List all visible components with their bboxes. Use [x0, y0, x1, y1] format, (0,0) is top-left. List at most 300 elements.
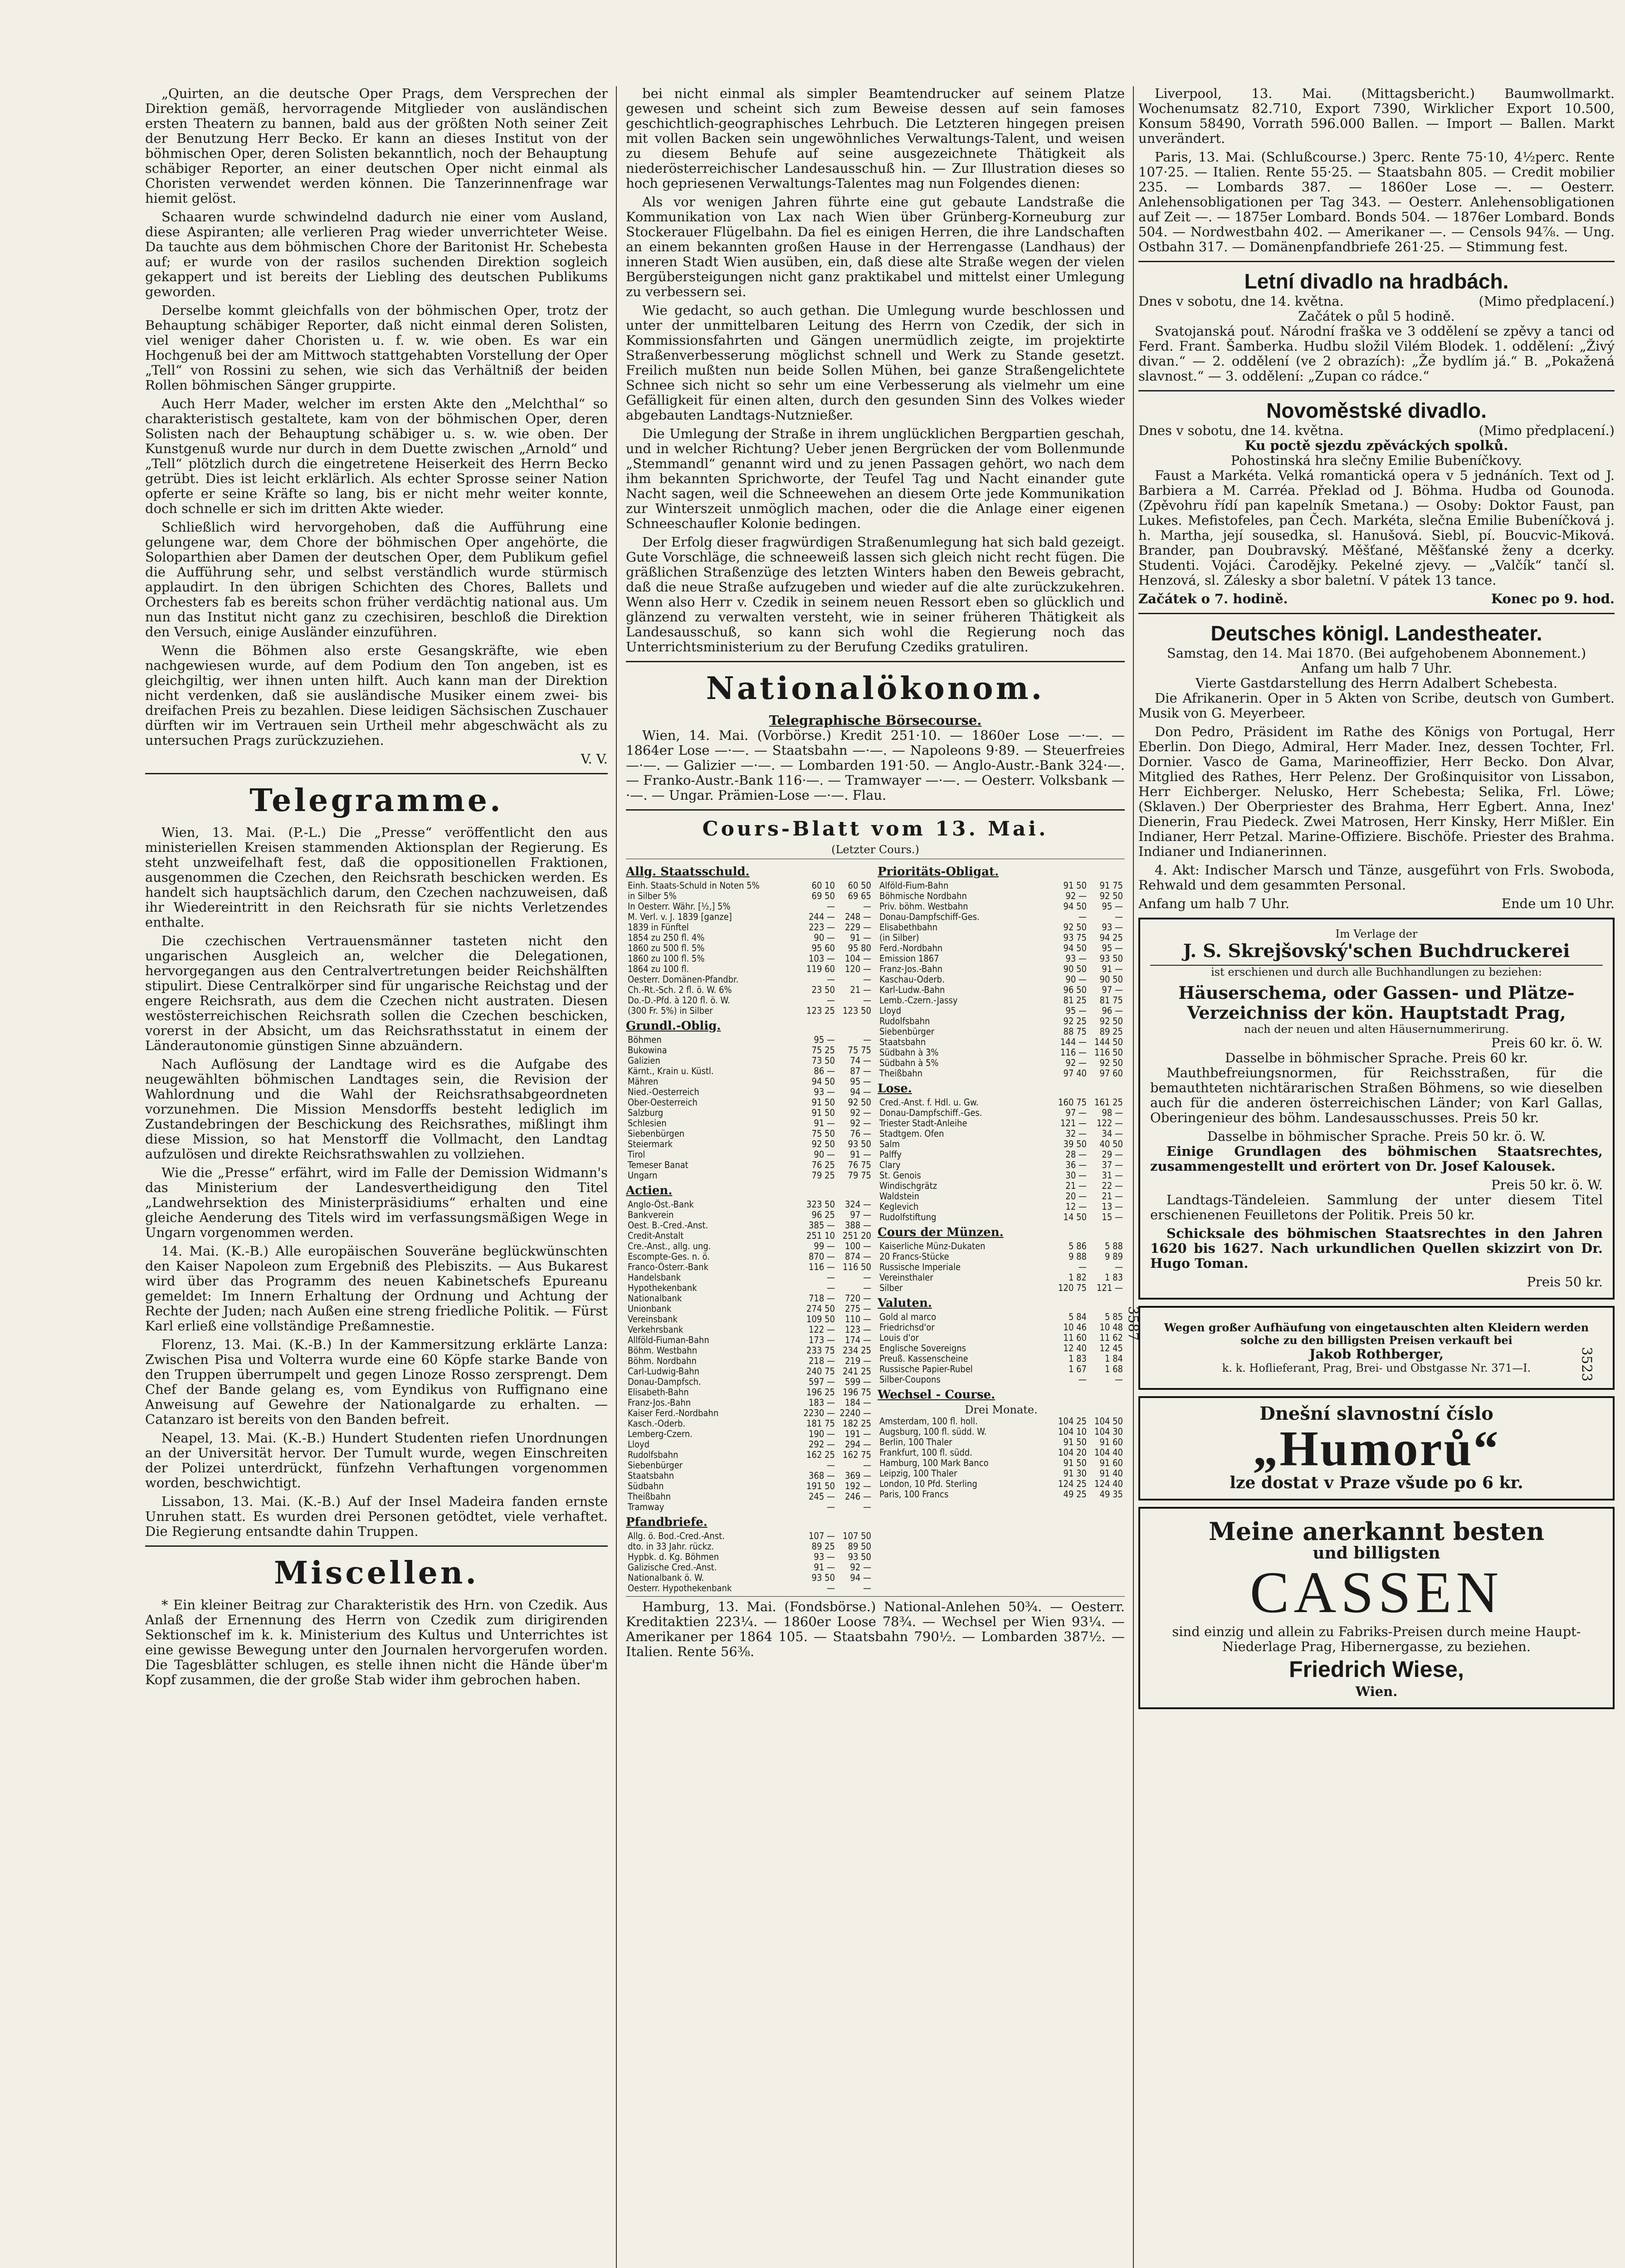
kurs-tables: [626, 862, 1125, 1593]
kurs-label: Do.-D.-Pfd. à 120 fl. ö. W.: [628, 995, 730, 1006]
kurs-geld: 93 —: [814, 1552, 835, 1562]
kurs-geld: 73 50: [811, 1056, 835, 1066]
kurs-ware: 21 —: [1102, 1191, 1123, 1202]
theatre-dance: 4. Akt: Indischer Marsch und Tänze, ausgeführt von Frls. Swoboda, Rehwald und dem gesammten Personal.: [1138, 862, 1615, 893]
kurs-row: [626, 1272, 873, 1283]
kurs-ware: —: [863, 1460, 871, 1471]
kurs-row: [626, 1097, 873, 1108]
kurs-ware: 124 40: [1094, 1479, 1123, 1489]
kurs-label: Siebenbürgen: [628, 1129, 685, 1139]
kurs-section-heading: Allg. Staatsschuld.: [626, 865, 750, 879]
kurs-section-heading: Pfandbriefe.: [626, 1515, 708, 1529]
kurs-geld: 97 —: [1065, 1108, 1087, 1118]
kurs-ware: 720 —: [844, 1293, 871, 1304]
kurs-row: [878, 1097, 1125, 1108]
kurs-label: Clary: [879, 1160, 901, 1170]
kurs-row: [626, 1251, 873, 1262]
kurs-row: [626, 1345, 873, 1356]
kurs-row: [878, 891, 1125, 901]
kurs-label: Unionbank: [628, 1304, 672, 1314]
kurs-geld: 223 —: [808, 922, 835, 933]
kurs-row: [626, 922, 873, 933]
kurs-ware: 95 —: [1102, 901, 1123, 912]
kurs-geld: 92 25: [1063, 1016, 1087, 1026]
kurs-row: [626, 1460, 873, 1471]
telegram-paragraph: Wien, 13. Mai. (P.-L.) Die „Presse“ veröffentlicht den aus ministeriellen Kreisen stammenden Aktionsplan der Regierung. Es steht unzweifelhaft fest, daß die oppositionellen Fraktionen, ausgenommen die Czechen, den Reichsrath beschicken werden. Es handelt sich hauptsächlich darum, den Czechen nachzuweisen, daß ihr Wiedereintritt in den Reichsrath für sie nichts Verletzendes enthalte.: [145, 825, 608, 930]
kurs-ware: 93 50: [848, 1139, 871, 1149]
kurs-ware: 1 68: [1104, 1364, 1123, 1374]
kurs-geld: 12 —: [1065, 1202, 1087, 1212]
kurs-ware: 79 75: [848, 1170, 871, 1181]
kurs-label: Elisabeth-Bahn: [628, 1387, 689, 1398]
kurs-ware: 110 —: [844, 1314, 871, 1325]
ad-big-word: CASSEN: [1249, 1560, 1503, 1625]
kurs-geld: 20 —: [1065, 1191, 1087, 1202]
kurs-label: 20 Francs-Stücke: [879, 1251, 949, 1262]
kurs-ware: 229 —: [844, 922, 871, 933]
kurs-geld: 2230 —: [803, 1408, 835, 1418]
kurs-ware: 161 25: [1094, 1097, 1123, 1108]
kurs-row: [878, 1427, 1125, 1437]
kurs-row: [878, 1354, 1125, 1364]
kurs-ware: 94 —: [850, 1087, 871, 1097]
kurs-label: Palffy: [879, 1149, 902, 1160]
kurs-geld: 75 25: [811, 1045, 835, 1056]
kurs-label: Bankverein: [628, 1210, 674, 1220]
coursblatt-heading: Cours-Blatt vom 13. Mai.: [702, 817, 1049, 841]
theatre-note: (Mimo předplacení.): [1479, 293, 1615, 309]
kurs-label: Ch.-Rt.-Sch. 2 fl. ö. W. 6%: [628, 985, 732, 995]
kurs-row: [626, 1160, 873, 1170]
miscellen-heading: Miscellen.: [273, 1555, 479, 1591]
kurs-label: Frankfurt, 100 fl. südd.: [879, 1447, 972, 1458]
kurs-row: [626, 1481, 873, 1491]
kurs-geld: 97 40: [1063, 1068, 1087, 1079]
kurs-section-heading: Actien.: [626, 1184, 673, 1198]
kurs-row: [878, 1251, 1125, 1262]
kurs-geld: 218 —: [808, 1356, 835, 1366]
kurs-row: [626, 1076, 873, 1087]
kurs-label: Handelsbank: [628, 1272, 681, 1283]
kurs-row: [626, 1439, 873, 1450]
kurs-ware: 34 —: [1102, 1129, 1123, 1139]
kurs-label: Rudolfsbahn: [628, 1450, 678, 1460]
kurs-label: Keglevich: [879, 1202, 919, 1212]
kurs-row: [626, 1210, 873, 1220]
kurs-geld: 597 —: [808, 1377, 835, 1387]
kurs-row: [626, 953, 873, 964]
kurs-row: [878, 1118, 1125, 1129]
kurs-row: [626, 1241, 873, 1251]
kurs-label: Emission 1867: [879, 953, 939, 964]
kurs-row: [626, 1283, 873, 1293]
kurs-label: Lloyd: [879, 1006, 902, 1016]
kurs-row: [626, 1541, 873, 1552]
telegram-paragraph: Nach Auflösung der Landtage wird es die Aufgabe des neugewählten böhmischen Landtages sein, die Revision der Wahlordnung und die Wahl der Reichsrathsabgeordneten vorzunehmen. Die Mission Mensdorffs besteht lediglich im Zustandebringen der Beschickung des Reichsrathes, mißlingt ihm diese Mission, so hat Menstorff die Vollmacht, den Landtag aufzulösen und direkte Reichsrathswahlen zu vollziehen.: [145, 1056, 608, 1162]
kurs-geld: 99 —: [814, 1241, 835, 1251]
telegram-paragraph: Neapel, 13. Mai. (K.-B.) Hundert Studenten riefen Unordnungen an der Universität hervor. Der Tumult wurde, wegen Einschreiten der Polizei unterdrückt, fünfzehn Verhaftungen vorgenommen worden, beschwichtigt.: [145, 1430, 608, 1491]
kurs-table: [878, 1241, 1125, 1293]
kurs-row: [626, 1335, 873, 1345]
kurs-ware: 116 50: [1094, 1047, 1123, 1058]
kurs-ware: 87 —: [850, 1066, 871, 1076]
kurs-label: Schlesien: [628, 1118, 667, 1129]
kurs-row: [878, 933, 1125, 943]
kurs-label: Donau-Dampfschiff.-Ges.: [879, 1108, 982, 1118]
kurs-geld: 190 —: [808, 1429, 835, 1439]
kurs-row: [626, 880, 873, 891]
kurs-ware: 15 —: [1102, 1212, 1123, 1222]
kurs-ware: 37 —: [1102, 1160, 1123, 1170]
kurs-label: Louis d'or: [879, 1333, 919, 1343]
kurs-geld: 91 50: [1063, 880, 1087, 891]
kurs-row: [626, 1408, 873, 1418]
kurs-ware: 93 50: [848, 1552, 871, 1562]
humoru-ad: [1138, 1396, 1615, 1501]
kurs-ware: 90 50: [1099, 974, 1123, 985]
kurs-ware: 248 —: [844, 912, 871, 922]
kurs-label: Waldstein: [879, 1191, 919, 1202]
kurs-ware: 95 —: [1102, 943, 1123, 953]
kurs-row: [878, 974, 1125, 985]
kurs-label: Oesterr. Hypothekenbank: [628, 1583, 732, 1593]
kurs-ware: 94 25: [1099, 933, 1123, 943]
kurs-label: Siebenbürger: [879, 1026, 935, 1037]
kurs-ware: 10 48: [1099, 1322, 1123, 1333]
kurs-geld: 181 75: [806, 1418, 835, 1429]
kurs-label: 1839 in Fünftel: [628, 922, 689, 933]
kurs-ware: —: [863, 1502, 871, 1512]
kurs-geld: 93 —: [814, 1087, 835, 1097]
kurs-geld: 12 40: [1063, 1343, 1087, 1354]
theatre-date-row: [1138, 423, 1615, 438]
kurs-geld: 92 —: [1065, 1058, 1087, 1068]
kurs-label: Ferd.-Nordbahn: [879, 943, 943, 953]
article-paragraph: Der Erfolg dieser fragwürdigen Straßenumlegung hat sich bald gezeigt. Gute Vorschläge, die schneeweiß lassen sich gleich nicht recht fügen. Die gräßlichen Straßenzüge des letzten Winters haben den Beweis gebracht, daß die neue Straße aufzugeben und wieder auf die alte zurückzukehren. Wenn also Herr v. Czedik in seinem neuen Ressort eben so glücklich und glänzend zu verwalten versteht, wie in seiner früheren Thätigkeit als Landesausschuß, so kann sich wohl die Regierung noch das Unterrichtsministerium zu der Berufung Czediks gratuliren.: [626, 534, 1125, 655]
telegram-paragraph: Florenz, 13. Mai. (K.-B.) In der Kammersitzung erklärte Lanza: Zwischen Pisa und Volterra wurde eine 60 Köpfe starke Bande von den Truppen überrumpelt und gegen Linoze Rosso zersprengt. Dem Chef der Bande gelang es, vom Eyndikus von Ruffignano eine Anweisung auf Gewehre der Nationalgarde zu erhalten. — Catanzaro ist bereits von den Banden befreit.: [145, 1337, 608, 1427]
kurs-geld: 91 50: [811, 1108, 835, 1118]
liverpool-report: Liverpool, 13. Mai. (Mittagsbericht.) Baumwollmarkt. Wochenumsatz 82.710, Export 7390, Wirklicher Export 10.500, Konsum 58490, Vorrath 596.000 Ballen. — Import — Ballen. Markt unverändert.: [1138, 86, 1615, 146]
paris-report: Paris, 13. Mai. (Schlußcourse.) 3perc. Rente 75·10, 4½perc. Rente 107·25. — Italien. Rente 55·25. — Staatsbahn 805. — Credit mobilier 235. — Lombards 387. — 1860er Lose —. — Oesterr. Anlehensobligationen per Tag 343. — Oesterr. Anlehensobligationen auf Zeit —. — 1875er Lombard. Bonds 504. — 1876er Lombard. Bonds 504. — Nordwestbahn 402. — Amerikaner —. — Censols 94⅞. — Ung. Ostbahn 317. — Domänenpfandbriefe 261·25. — Stimmung fest.: [1138, 149, 1615, 254]
kurs-ware: 196 75: [843, 1387, 871, 1398]
kurs-label: Ober-Oesterreich: [628, 1097, 698, 1108]
kurs-ware: 91 75: [1099, 880, 1123, 891]
theatre-start: Anfang um halb 7 Uhr.: [1138, 896, 1290, 911]
kurs-row: [626, 1377, 873, 1387]
theatre-end: Ende um 10 Uhr.: [1501, 896, 1615, 911]
kurs-label: Nationalbank ö. W.: [628, 1573, 704, 1583]
section-divider: [626, 809, 1125, 811]
kurs-row: [626, 1262, 873, 1272]
kurs-ware: 92 50: [1099, 891, 1123, 901]
kurs-row: [878, 1479, 1125, 1489]
kurs-geld: 123 25: [806, 1006, 835, 1016]
kurs-row: [878, 1006, 1125, 1016]
hamburg-kurse: Hamburg, 13. Mai. (Fondsbörse.) National-Anlehen 50¾. — Oesterr. Kreditaktien 223¼. — 1860er Loose 78¾. — Wechsel per Wien 93¼. — Amerikaner per 1864 105. — Staatsbahn 790½. — Lombarden 387½. — Italien. Rente 56⅜.: [626, 1599, 1125, 1659]
kurs-geld: 5 84: [1068, 1312, 1087, 1322]
kurs-label: Donau-Dampfsch.: [628, 1377, 701, 1387]
article-paragraph: Auch Herr Mader, welcher im ersten Akte den „Melchthal“ so charakteristisch gestaltete, kam von der böhmischen Oper, deren Solisten nach der Behauptung schäbiger u. s. w. wie oben. Der Kunstgenuß wurde nur durch in dem Duette zwischen „Arnold“ und „Tell“ plötzlich durch die eingetretene Heiserkeit des Herrn Becko getrübt. Dies ist leicht erklärlich. Als echter Sprosse seiner Nation opferte er seine Kräfte so lang, bis er nicht mehr weiter konnte, doch schnelle er sich im dritten Akte wieder.: [145, 396, 608, 516]
kurs-label: Böhmen: [628, 1035, 662, 1045]
kurs-label: Berlin, 100 Thaler: [879, 1437, 952, 1447]
kurs-row: [878, 1202, 1125, 1212]
ad-text: sind einzig und allein zu Fabriks-Preisen durch meine Haupt-Niederlage Prag, Hibernergasse, zu beziehen.: [1172, 1624, 1581, 1654]
kurs-row: [878, 880, 1125, 891]
kurs-label: Salm: [879, 1139, 900, 1149]
kurs-ware: —: [1115, 1374, 1123, 1385]
kurs-ware: 2240 —: [839, 1408, 871, 1418]
kurs-label: Russische Imperiale: [879, 1262, 961, 1272]
kurs-geld: 36 —: [1065, 1160, 1087, 1170]
theatre-start: Začátek o 7. hodině.: [1138, 591, 1288, 606]
kurs-label: In Oesterr. Währ. [½,] 5%: [628, 901, 731, 912]
kurs-geld: 91 50: [1063, 1437, 1087, 1447]
clothing-ad: [1138, 1306, 1615, 1390]
kurs-row: [878, 1322, 1125, 1333]
kurs-table: [626, 1199, 873, 1512]
kurs-label: Lloyd: [628, 1439, 650, 1450]
kurs-label: Nied.-Oesterreich: [628, 1087, 699, 1097]
kurs-label: Alföld-Fium-Bahn: [879, 880, 949, 891]
kurs-section-heading: Prioritäts-Obligat.: [878, 865, 999, 879]
kurs-row: [626, 1366, 873, 1377]
kurs-geld: 93 50: [811, 1573, 835, 1583]
kurs-label: (in Silber): [879, 933, 919, 943]
kurs-label: Anglo-Öst.-Bank: [628, 1199, 694, 1210]
kurs-row: [878, 1447, 1125, 1458]
kurs-geld: 90 50: [1063, 964, 1087, 974]
column-left: [145, 86, 608, 2268]
article-paragraph: Schaaren wurde schwindelnd dadurch nie einer vom Ausland, diese Aspiranten; alle verlieren Prag wieder unverrichteter Weise. Da tauchte aus dem böhmischen Chore der Baritonist Hr. Schebesta auf; er wurde von der rasilos suchenden Direktion sogleich gekappert und ist bereits der Liebling des deutschen Publikums geworden.: [145, 209, 608, 299]
kurs-label: Lemberg-Czern.: [628, 1429, 693, 1439]
kurs-geld: 119 60: [806, 964, 835, 974]
kurs-row: [878, 1139, 1125, 1149]
kurs-label: London, 10 Pfd. Sterling: [879, 1479, 977, 1489]
cassen-ad: [1138, 1507, 1615, 1709]
kurs-geld: 323 50: [806, 1199, 835, 1210]
kurs-label: Theißbahn: [628, 1491, 671, 1502]
kurs-row: [878, 985, 1125, 995]
kurs-row: [626, 1325, 873, 1335]
kurs-ware: 69 65: [848, 891, 871, 901]
theatre-subtitle: Ku poctě sjezdu zpěváckých spolků.: [1244, 438, 1508, 453]
kurs-row: [878, 943, 1125, 953]
kurs-geld: 75 50: [811, 1129, 835, 1139]
kurs-ware: 91 —: [1102, 964, 1123, 974]
kurs-label: 1854 zu 250 fl. 4%: [628, 933, 705, 943]
telegram-paragraph: Die czechischen Vertrauensmänner tasteten nicht den ungarischen Ausgleich an, welcher die Delegationen, hervorgegangen aus den Centralvertretungen beider Reichshälften stipulirt. Diese Centralkörper sind für ungarische Reichstag und der engere Reichsrath, aus dem die Czechen nicht austraten. Diesen westösterreichischen Reichsrath sollen die Czechen beschicken, vorerst in der Absicht, um das Reichsrathsstatut in einem der Länderautonomie günstigen Sinne abzuändern.: [145, 933, 608, 1053]
kurs-row: [626, 1583, 873, 1593]
kurs-ware: 144 50: [1094, 1037, 1123, 1047]
kurs-ware: 92 50: [1099, 1058, 1123, 1068]
kurs-row: [626, 1573, 873, 1583]
kurs-ware: 97 —: [1102, 985, 1123, 995]
kurs-ware: 95 —: [850, 1076, 871, 1087]
kurs-label: Amsterdam, 100 fl. holl.: [879, 1416, 978, 1427]
wien-kurse: Wien, 14. Mai. (Vorbörse.) Kredit 251·10. — 1860er Lose —·—. — 1864er Lose —·—. — Staatsbahn —·—. — Napoleons 9·89. — Steuerfreies —·—. — Galizier —·—. — Lombarden 191·50. — Anglo-Austr.-Bank 324·—. — Franko-Austr.-Bank 116·—. — Tramwayer —·—. — Oesterr. Volksbank —·—. — Ungar. Prämien-Lose —·—. Flau.: [626, 728, 1125, 803]
theatre-body: Faust a Markéta. Velká romantická opera v 5 jednáních. Text od J. Barbiera a M. Carréa. Překlad od J. Böhma. Hudba od Gounoda. (Zpěvohru řídí pan kapelník Smetana.) — Osoby: Doktor Faust, pan Lukes. Mefistofeles, pan Čech. Markéta, slečna Emilie Bubeníčková j. h. Martha, její sousedka, sl. Hanušová. Siebl, pí. Boucvic-Miková. Brander, pan Doubravský. Měšťané, Měšťanské ženy a dcerky. Studenti. Vojáci. Čarodějky. Pekelné zjevy. — „Valčík“ tančí sl. Henzová, sl. Zálesky a sbor baletní. V pátek 13 tance.: [1138, 468, 1615, 588]
article-paragraph: Wie gedacht, so auch gethan. Die Umlegung wurde beschlossen und unter der unmittelbaren Leitung des Herrn von Czedik, der sich in Kommissionsfahrten und Gängen unermüdlich zeigte, im projektirte Straßenverbesserung möglichst schnell und Werk zu Stande gesetzt. Freilich mußten nun beide Sollen Mühen, bei ganze Straßengelichtete Schnee sich nicht so sehr um eine Verbesserung als vielmehr um eine Gefälligkeit für einen alten, durch den gesunden Sinn des Volkes wieder abgebauten Landtags-Nutznießer.: [626, 303, 1125, 423]
kurs-ware: 1 83: [1104, 1272, 1123, 1283]
kurs-ware: 251 20: [843, 1231, 871, 1241]
ad-book: Schicksale des böhmischen Staatsrechtes in den Jahren 1620 bis 1627. Nach urkundlichen Quellen skizzirt von Dr. Hugo Toman.: [1150, 1226, 1603, 1271]
kurs-label: Ungarn: [628, 1170, 658, 1181]
kurs-row: [878, 1058, 1125, 1068]
kurs-geld: 191 50: [806, 1481, 835, 1491]
kurs-ware: 94 —: [850, 1573, 871, 1583]
theatre-subtitle: Pohostinská hra slečny Emilie Bubeníčkovy.: [1230, 453, 1523, 468]
kurs-row: [878, 1149, 1125, 1160]
kurs-ware: 324 —: [844, 1199, 871, 1210]
wechsel-subheading: Drei Monate.: [965, 1403, 1038, 1416]
kurs-ware: 60 50: [848, 880, 871, 891]
kurs-geld: 95 —: [1065, 1006, 1087, 1016]
kurs-label: Nationalbank: [628, 1293, 682, 1304]
kurs-row: [878, 1129, 1125, 1139]
kurs-geld: 94 50: [1063, 943, 1087, 953]
kurs-row: [626, 1170, 873, 1181]
kurs-ware: 93 —: [1102, 922, 1123, 933]
kurs-label: 1860 zu 500 fl. 5%: [628, 943, 705, 953]
kurs-geld: 107 —: [808, 1531, 835, 1541]
kurs-label: M. Verl. v. J. 1839 [ganze]: [628, 912, 732, 922]
kurs-geld: —: [1078, 1374, 1087, 1385]
kurs-row: [626, 933, 873, 943]
kurs-section-heading: Wechsel - Course.: [878, 1388, 995, 1402]
kurs-row: [626, 1450, 873, 1460]
margin-number: 3587: [1125, 1306, 1141, 1341]
kurs-ware: —: [863, 1283, 871, 1293]
kurs-ware: 97 —: [850, 1210, 871, 1220]
kurs-ware: 9 89: [1104, 1251, 1123, 1262]
kurs-geld: 385 —: [808, 1220, 835, 1231]
kurs-ware: 89 50: [848, 1541, 871, 1552]
kurs-row: [878, 964, 1125, 974]
ad-book: Landtags-Tändeleien. Sammlung der unter diesem Titel erschienenen Feuilletons der Politik. Preis 50 kr.: [1150, 1192, 1603, 1222]
kurs-row: [878, 1108, 1125, 1118]
ad-book-sub: nach der neuen und alten Häusernummerirung.: [1244, 1023, 1509, 1036]
kurs-label: Salzburg: [628, 1108, 664, 1118]
theatre-times: [1138, 896, 1615, 911]
telegram-paragraph: 14. Mai. (K.-B.) Alle europäischen Souveräne beglückwünschten den Kaiser Napoleon zum Ergebniß des Plebiszits. — Aus Bukarest wird über das Programm des neuen Kabinetschefs Epureanu gemeldet: Im Innern Erhaltung der Ordnung und Achtung der Rechte der Juden; nach Außen eine streng friedliche Politik. — Fürst Karl erließ eine vollständige Preßamnestie.: [145, 1243, 608, 1334]
kurs-ware: —: [863, 1272, 871, 1283]
kurs-row: [626, 964, 873, 974]
kurs-row: [878, 1026, 1125, 1037]
kurs-geld: 69 50: [811, 891, 835, 901]
ad-city: Wien.: [1355, 1684, 1398, 1699]
kurs-geld: 1 83: [1068, 1354, 1087, 1364]
kurs-geld: 91 —: [814, 1562, 835, 1573]
kurs-section-heading: Grundl.-Oblig.: [626, 1019, 721, 1033]
kurs-label: Paris, 100 Francs: [879, 1489, 949, 1500]
kurs-geld: 104 20: [1058, 1447, 1087, 1458]
margin-number: 3523: [1578, 1347, 1595, 1382]
kurs-ware: 388 —: [844, 1220, 871, 1231]
kurs-geld: 196 25: [806, 1387, 835, 1398]
kurs-row: [626, 1139, 873, 1149]
kurs-ware: 76 —: [850, 1129, 871, 1139]
kurs-ware: 116 50: [843, 1262, 871, 1272]
kurs-geld: 160 75: [1058, 1097, 1087, 1108]
kurs-label: Galizische Cred.-Anst.: [628, 1562, 717, 1573]
kurs-label: Temeser Banat: [628, 1160, 688, 1170]
kurs-row: [626, 943, 873, 953]
kurs-section-heading: Cours der Münzen.: [878, 1226, 1004, 1239]
kurs-ware: 100 —: [844, 1241, 871, 1251]
kurs-label: Cred.-Anst. f. Hdl. u. Gw.: [879, 1097, 979, 1108]
ad-name: Jakob Rothberger,: [1309, 1346, 1444, 1362]
kurs-label: Steiermark: [628, 1139, 673, 1149]
kurs-label: Staatsbahn: [628, 1471, 674, 1481]
kurs-geld: 718 —: [808, 1293, 835, 1304]
divider: [626, 1596, 1125, 1597]
article-paragraph: Die Umlegung der Straße in ihrem unglücklichen Bergpartien geschah, und in welcher Richtung? Ueber jenen Bergrücken der vom Bollenmunde „Stemmandl“ genannt wird und zu jenen Passagen gehört, wo nach dem ihm bekannten Sprichworte, der Teufel Tag und Nacht einander gute Nacht sagen, weil die Schneewehen an diesem Orte jede Kommunikation zur Winterszeit unmöglich machen, oder die die Anlage einer eigenen Schneeschaufler Kolonie bedingen.: [626, 426, 1125, 531]
ad-pre: Dnešní slavnostní číslo: [1259, 1403, 1493, 1424]
kurs-label: Kaiserliche Münz-Dukaten: [879, 1241, 986, 1251]
kurs-label: dto. in 33 Jahr. rückz.: [628, 1541, 714, 1552]
telegramme-heading: Telegramme.: [249, 782, 503, 819]
kurs-geld: 21 —: [1065, 1181, 1087, 1191]
kurs-ware: 104 —: [844, 953, 871, 964]
kurs-geld: 96 50: [1063, 985, 1087, 995]
kurs-row: [626, 1471, 873, 1481]
kurs-ware: 81 75: [1099, 995, 1123, 1006]
kurs-geld: 14 50: [1063, 1212, 1087, 1222]
kurs-label: Staatsbahn: [879, 1037, 926, 1047]
section-divider: [1138, 261, 1615, 262]
kurs-label: Kaschau-Oderb.: [879, 974, 945, 985]
kurs-label: Windischgrätz: [879, 1181, 937, 1191]
kurs-ware: —: [1115, 1262, 1123, 1272]
theatre-heading: Deutsches königl. Landestheater.: [1210, 621, 1542, 645]
kurs-label: Hamburg, 100 Mark Banco: [879, 1458, 989, 1468]
kurs-ware: 91 60: [1099, 1458, 1123, 1468]
kurs-row: [878, 912, 1125, 922]
kurs-geld: 90 —: [814, 933, 835, 943]
kurs-ware: 91 —: [850, 933, 871, 943]
kurs-ware: 121 —: [1096, 1283, 1123, 1293]
kurs-table: [878, 880, 1125, 1079]
ad-intro: Im Verlage der: [1335, 928, 1418, 940]
kurs-label: Bukowina: [628, 1045, 667, 1056]
kurs-ware: 21 —: [850, 985, 871, 995]
kurs-row: [878, 901, 1125, 912]
kurs-ware: —: [1115, 912, 1123, 922]
kurs-ware: 92 50: [1099, 1016, 1123, 1026]
theatre-note: (Mimo předplacení.): [1479, 423, 1615, 438]
kurs-row: [878, 1458, 1125, 1468]
kurs-row: [878, 922, 1125, 933]
kurs-label: St. Genois: [879, 1170, 921, 1181]
kurs-table: [626, 1035, 873, 1181]
kurs-label: Allföld-Fiuman-Bahn: [628, 1335, 709, 1345]
kurs-label: Augsburg, 100 fl. südd. W.: [879, 1427, 987, 1437]
telegraph-kurse-heading: Telegraphische Börsecourse.: [769, 713, 982, 728]
column-middle: [626, 86, 1125, 2268]
kurs-geld: —: [827, 1283, 835, 1293]
kurs-row: [878, 1191, 1125, 1202]
kurs-label: Kärnt., Krain u. Küstl.: [628, 1066, 714, 1076]
theatre-date-row: [1138, 294, 1615, 309]
ad-line: und billigsten: [1313, 1544, 1440, 1563]
kurs-table: [878, 1097, 1125, 1222]
kurs-row: [878, 1364, 1125, 1374]
kurs-ware: 123 —: [844, 1325, 871, 1335]
kurs-row: [878, 1037, 1125, 1047]
kurs-geld: 124 25: [1058, 1479, 1087, 1489]
kurs-geld: 81 25: [1063, 995, 1087, 1006]
kurs-ware: 12 45: [1099, 1343, 1123, 1354]
